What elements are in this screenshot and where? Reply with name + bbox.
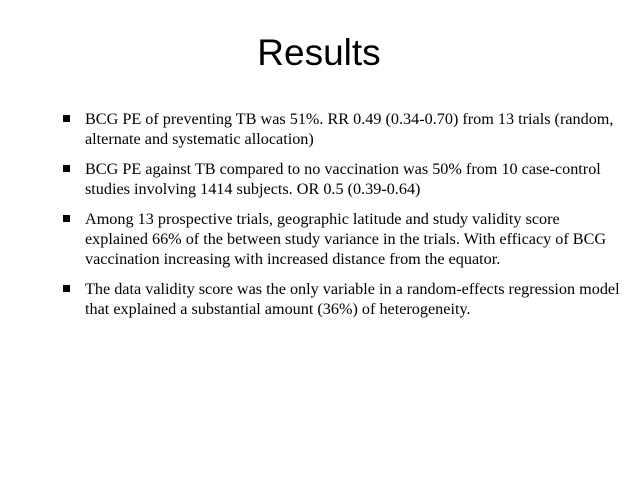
slide-title: Results xyxy=(257,32,381,73)
square-bullet-icon xyxy=(63,215,70,222)
bullet-item xyxy=(62,109,622,149)
bullet-text: The data validity score was the only variable in a random-effects regression model that explained a substantial amount (36%) of heterogeneity. xyxy=(85,280,620,318)
bullet-item xyxy=(62,279,622,319)
bullet-item xyxy=(62,209,622,269)
square-bullet-icon xyxy=(63,165,70,172)
square-bullet-icon xyxy=(63,285,70,292)
bullet-item xyxy=(62,159,622,199)
bullet-text: BCG PE of preventing TB was 51%. RR 0.49 (0.34-0.70) from 13 trials (random, alternate and systematic allocation) xyxy=(85,110,614,148)
bullet-text: Among 13 prospective trials, geographic latitude and study validity score explained 66% of the between study variance in the trials. With efficacy of BCG vaccination increasing with increased distance from the equator. xyxy=(85,210,607,268)
bullet-text: BCG PE against TB compared to no vaccination was 50% from 10 case-control studies involving 1414 subjects. OR 0.5 (0.39-0.64) xyxy=(85,160,601,198)
square-bullet-icon xyxy=(63,115,70,122)
bullet-list xyxy=(62,109,622,329)
